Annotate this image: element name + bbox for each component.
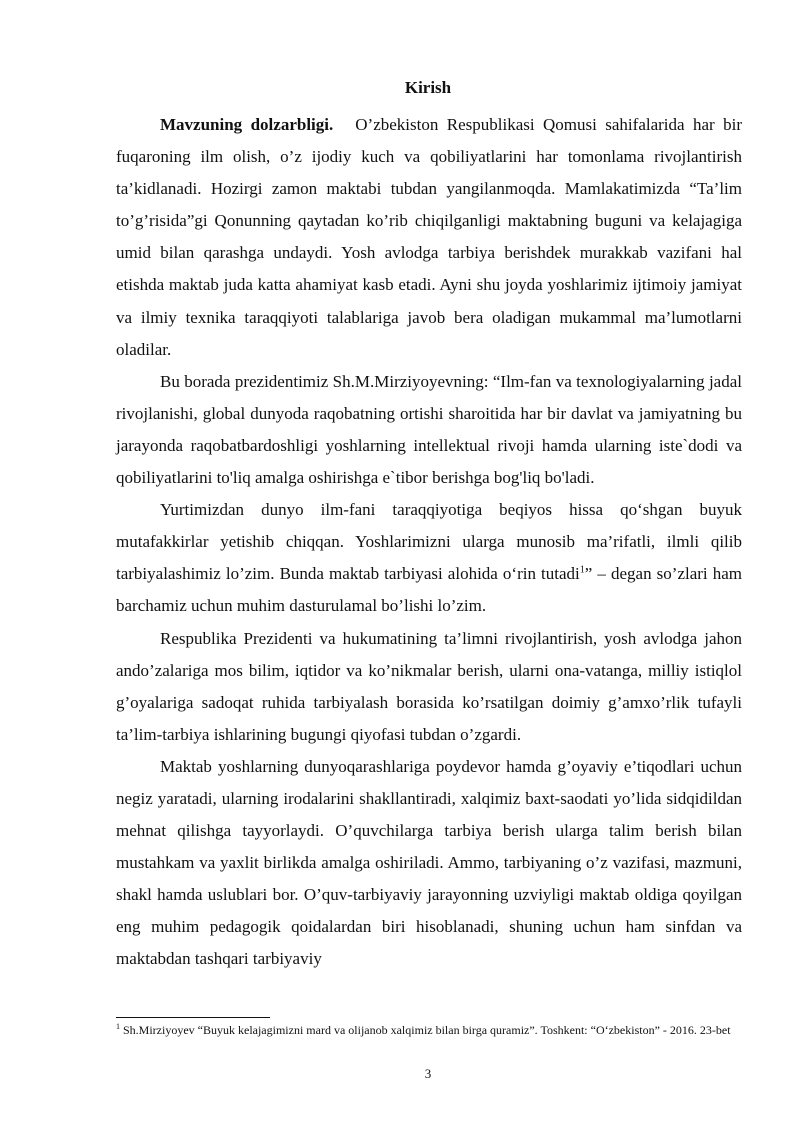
footnote-marker: 1 — [116, 1022, 120, 1031]
footnote-separator — [116, 1017, 270, 1018]
paragraph-4: Respublika Prezidenti va hukumatining ta’limni rivojlantirish, yosh avlodga jahon ando’zalariga mos bilim, iqtidor va ko’nikmalar berish, ularni ona-vatanga, milliy istiqlol g’oyalariga sadoqat ruhida tarbiyalash borasida ko’rsatilgan doimiy g’amxo’rlik tufayli ta’lim-tarbiya ishlarining bugungi qiyofasi tubdan o’zgardi. — [116, 628, 742, 744]
paragraph-3 — [116, 494, 742, 622]
body-text — [116, 109, 742, 976]
paragraph-2: Bu borada prezidentimiz Sh.M.Mirziyoyevning: “Ilm-fan va texnologiyalarning jadal rivojlanishi, global dunyoda raqobatning ortishi sharoitida har bir davlat va jamiyatning bu jarayonda raqobatbardoshligi yoshlarning intellektual rivoji hamda ularning iste`dodi va qobiliyatlarini to'liq amalga oshirishga e`tibor berishga bog'liq bo'ladi. — [116, 371, 742, 488]
paragraph-5: Maktab yoshlarning dunyoqarashlariga poydevor hamda g’oyaviy e’tiqodlari uchun negiz yaratadi, ularning irodalarini shakllantiradi, xalqimiz baxt-saodati yo’lida sidqidildan mehnat qilishga tayyorlaydi. O’quvchilarga tarbiya berish ularga talim berish bilan mustahkam va yaxlit birlikda amalga oshiriladi. Ammo, tarbiyaning o’z vazifasi, mazmuni, shakl hamda uslublari bor. O’quv-tarbiyaviy jarayonning uzviyligi maktab oldiga qoyilgan eng muhim pedagogik qoidalardan biri hisoblanadi, shuning uchun ham sinfdan va maktabdan tashqari tarbiyaviy — [116, 756, 742, 969]
footnote — [116, 1022, 746, 1039]
paragraph-1 — [116, 109, 742, 366]
footnote-reference[interactable]: 1 — [579, 564, 585, 576]
paragraph-3-text-after: ” – degan so’zlari ham barchamiz uchun muhim dasturulamal bo’lishi lo’zim. — [116, 564, 742, 616]
section-title: Kirish — [404, 78, 452, 97]
paragraph-1-text: O’zbekiston Respublikasi Qomusi sahifalarida har bir fuqaroning ilm olish, o’z ijodiy kuch va qobiliyatlarini har tomonlama rivojlantirish ta’kidlanadi. Hozirgi zamon maktabi tubdan yangilanmoqda. Mamlakatimizda “Ta’lim to’g’risida”gi Qonunning qaytadan ko’rib chiqilganligi maktabning buguni va kelajagiga umid bilan qarashga undaydi. Yosh avlodga tarbiya berishdek murakkab vazifani hal etishda maktab juda katta ahamiyat kasb etadi. Ayni shu joyda yoshlarimiz ijtimoiy jamiyat va ilmiy texnika taraqqiyoti talablariga javob bera oladigan mukammal ma’lumotlarni oladilar. — [116, 115, 742, 359]
page-number: 3 — [424, 1066, 432, 1081]
paragraph-3-text-before: Yurtimizdan dunyo ilm-fani taraqqiyotiga beqiyos hissa qo‘shgan buyuk mutafakkirlar yetishib chiqqan. Yoshlarimizni ularga munosib ma’rifatli, ilmli qilib tarbiyalashimiz lo’zim. Bunda maktab tarbiyasi alohida o‘rin tutadi — [116, 500, 742, 584]
footnote-text: Sh.Mirziyoyev “Buyuk kelajagimizni mard va olijanob xalqimiz bilan birga quramiz”. Toshkent: “O‘zbekiston” - 2016. 23-bet — [120, 1023, 731, 1037]
paragraph-lead: Mavzuning dolzarbligi. — [160, 115, 334, 134]
